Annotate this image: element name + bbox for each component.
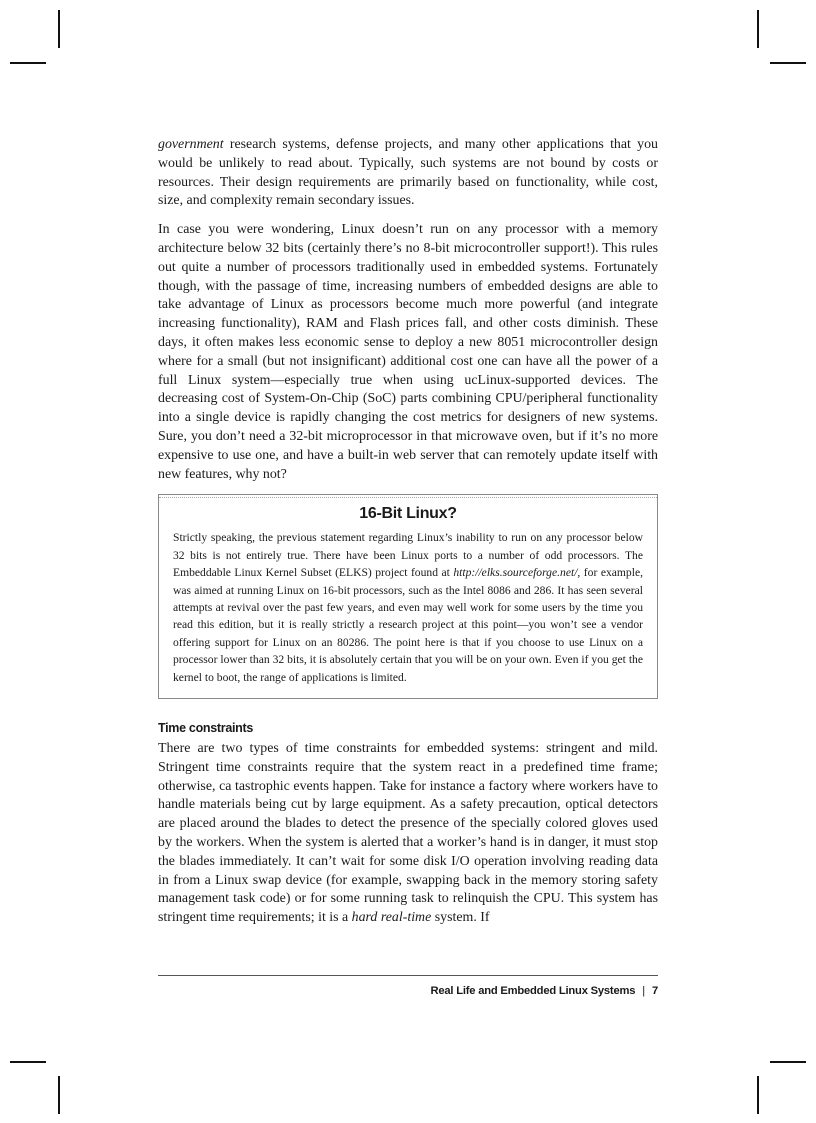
section-paragraph (158, 740, 658, 928)
paragraph-1-text: research systems, defense projects, and many other applications that you would be unlikely to read about. Typically, such systems are not bound by costs or resources. Their design requirements are primarily based on functionality, while cost, size, and complexity remain secondary issues. (158, 137, 658, 209)
footer-separator: | (642, 985, 645, 997)
crop-mark-bottom-left-h (10, 1061, 46, 1063)
crop-mark-top-right-h (770, 62, 806, 64)
paragraph-2: In case you were wondering, Linux doesn’t run on any processor with a memory architecture below 32 bits (certainly there’s no 8-bit microcontroller support!). This rules out quite a number of processors traditionally used in embedded systems. Fortunately though, with the passage of time, increasing numbers of embedded designs are able to take advantage of Linux as processors become much more powerful (and integrate increasing functionality), RAM and Flash prices fall, and other costs diminish. These days, it often makes less economic sense to deploy a new 8051 microcontroller design where for a small (but not insignificant) additional cost one can have all the power of a full Linux system—especially true when using ucLinux-supported devices. The decreasing cost of System-On-Chip (SoC) parts combining CPU/peripheral functionality into a single device is rapidly changing the cost metrics for designers of new systems. Sure, you don’t need a 32-bit microprocessor in that microwave oven, but if it’s no more expensive to use one, and have a built-in web server that can remotely update itself with new features, why not? (158, 222, 658, 482)
footer-rule (158, 975, 658, 976)
page-footer (430, 985, 658, 997)
crop-mark-top-right (757, 10, 759, 48)
crop-mark-bottom-left (58, 1076, 60, 1114)
page-content (158, 136, 658, 938)
sidebar-text (173, 529, 643, 686)
term-hard-real-time: hard real-time (351, 910, 432, 926)
crop-mark-bottom-right-h (770, 1061, 806, 1063)
footer-chapter-title: Real Life and Embedded Linux Systems (430, 985, 636, 997)
sidebar-title: 16-Bit Linux? (359, 505, 457, 523)
page-number: 7 (651, 985, 658, 997)
section-text-a: There are two types of time constraints for embedded systems: stringent and mild. Stringent time constraints require that the system react in a predefined time frame; otherwise, ca tastrophic events happen. Take for instance a factory where workers have to handle materials being cut by large equipment. As a safety precaution, optical detectors are placed around the blades to detect the presence of the specially colored gloves used by the workers. When the system is alerted that a worker’s hand is in danger, it must stop the blades immediately. It can’t wait for some disk I/O operation involving reading data in from a Linux swap device (for example, swapping back in the memory storing safety management task code) or for some running task to relinquish the CPU. This system has stringent time requirements; it is a (158, 741, 658, 926)
sidebar-box (158, 494, 658, 699)
sidebar-text-a: Strictly speaking, the previous statement regarding Linux’s inability to run on any processor below 32 bits is not entirely true. There have been Linux ports to a number of odd processors. The Embeddable Linux Kernel Subset (ELKS) project found at (173, 531, 643, 580)
crop-mark-top-left-h (10, 62, 46, 64)
crop-mark-bottom-right (757, 1076, 759, 1114)
emphasis-government: government (158, 137, 224, 152)
section-text-b: system. If (431, 910, 490, 926)
paragraph-1 (158, 136, 658, 211)
sidebar-url-link[interactable]: http://elks.sourceforge.net/ (453, 566, 578, 580)
section-heading: Time constraints (158, 721, 253, 735)
crop-mark-top-left (58, 10, 60, 48)
sidebar-text-b: , for example, was aimed at running Linux on 16-bit processors, such as the Intel 8086 and 286. It has seen several attempts at revival over the past few years, and even may well work for some users by the time you read this edition, but it is really strictly a research project at this point—you won’t see a vendor offering support for Linux on an 80286. The point here is that if you choose to use Linux on a processor lower than 32 bits, it is absolutely certain that you will be on your own. Even if you get the kernel to boot, the range of applications is limited. (173, 566, 643, 684)
